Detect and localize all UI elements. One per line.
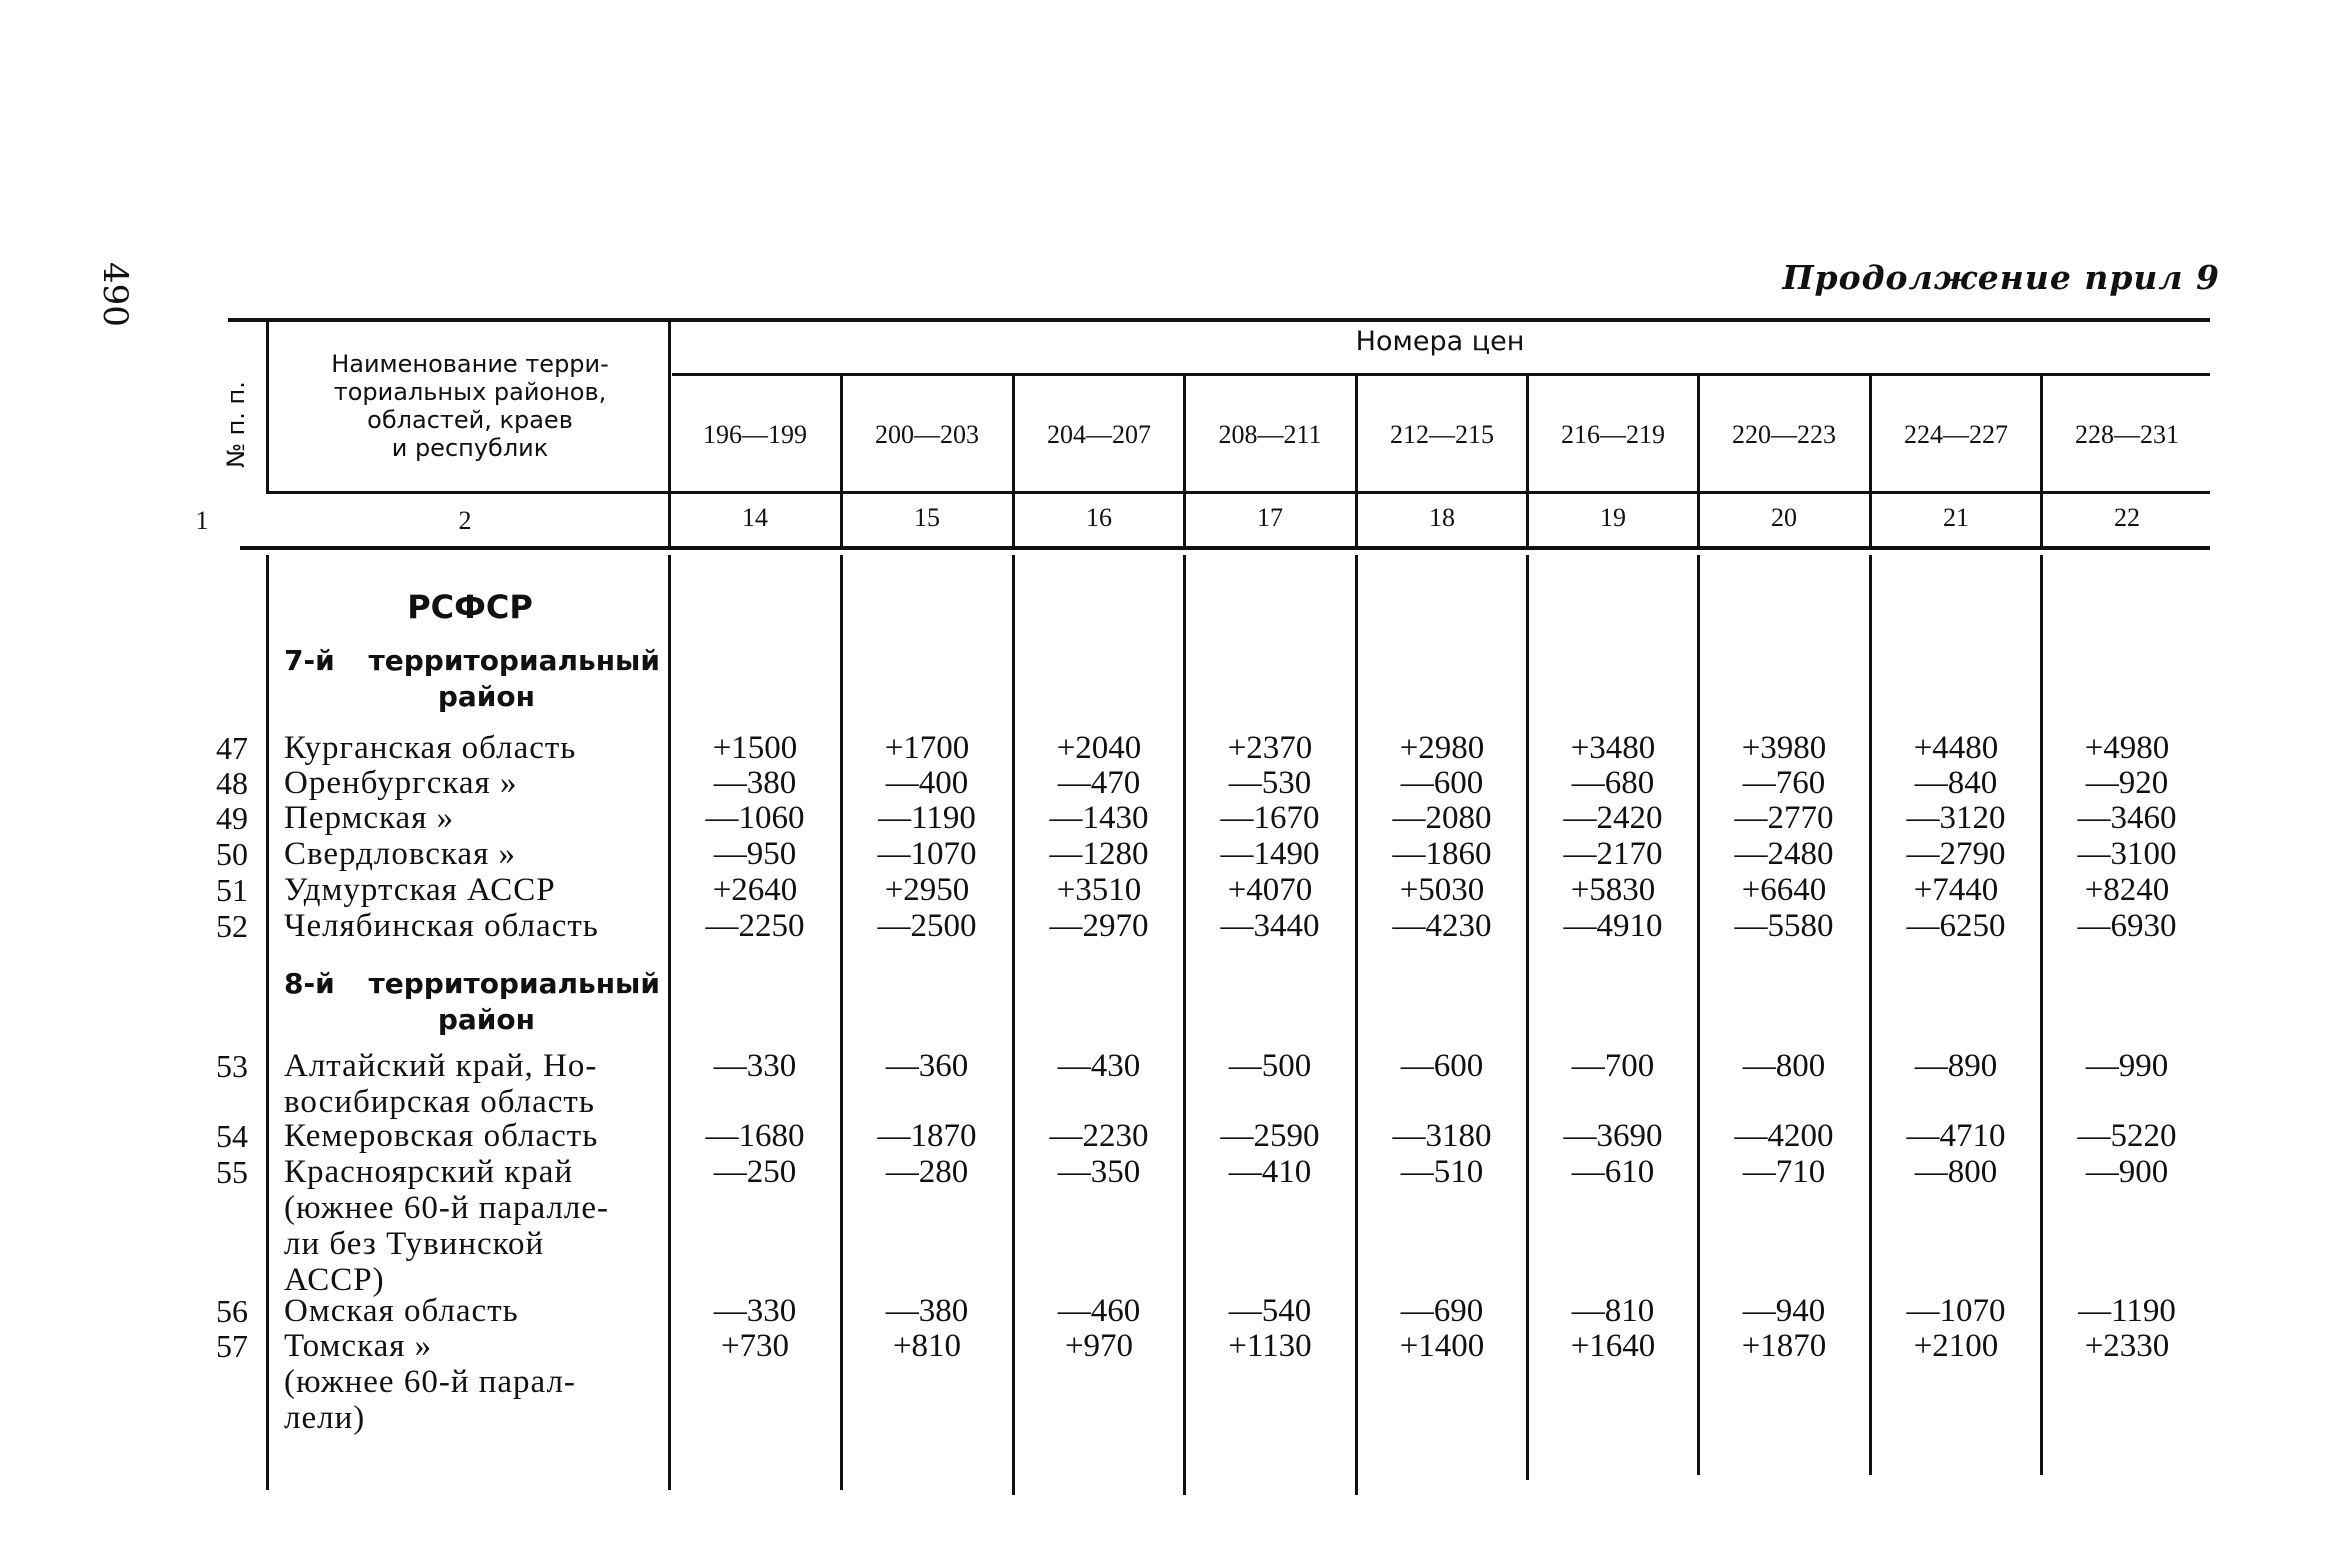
page-number: 490 bbox=[95, 262, 135, 327]
region-name bbox=[284, 1154, 656, 1298]
price-value: —2080 bbox=[1392, 800, 1492, 836]
region-name bbox=[284, 765, 656, 801]
column-number: 18 bbox=[1429, 503, 1455, 532]
price-value: —2770 bbox=[1734, 800, 1834, 836]
price-value: +2950 bbox=[884, 872, 970, 908]
region-name-line: ли без Тувинской bbox=[284, 1226, 545, 1262]
price-value: —890 bbox=[1914, 1048, 1998, 1084]
row-number: 57 bbox=[216, 1328, 248, 1364]
price-value: —3120 bbox=[1906, 800, 2006, 836]
price-value: —380 bbox=[885, 1293, 969, 1329]
row-number: 55 bbox=[216, 1154, 248, 1190]
region-name-line: Омская область bbox=[284, 1293, 519, 1329]
price-value: —3690 bbox=[1563, 1118, 1663, 1154]
price-value: —350 bbox=[1057, 1154, 1141, 1190]
price-value: —410 bbox=[1228, 1154, 1312, 1190]
range-label: 208—211 bbox=[1218, 420, 1322, 449]
column-number: 21 bbox=[1943, 503, 1969, 532]
range-label: 228—231 bbox=[2075, 420, 2179, 449]
price-value: —600 bbox=[1400, 1048, 1484, 1084]
region-name bbox=[284, 1048, 656, 1120]
price-value: —4200 bbox=[1734, 1118, 1834, 1154]
price-value: —800 bbox=[1742, 1048, 1826, 1084]
price-value: +2640 bbox=[712, 872, 798, 908]
region-name-line: Пермская » bbox=[284, 800, 455, 836]
price-value: —2590 bbox=[1220, 1118, 1320, 1154]
region-name bbox=[284, 1328, 656, 1436]
column-number: 1 bbox=[195, 506, 209, 535]
price-value: +4480 bbox=[1913, 730, 1999, 766]
price-value: —840 bbox=[1914, 765, 1998, 801]
region-name-line: Алтайский край, Но- bbox=[284, 1048, 598, 1084]
row-number: 49 bbox=[216, 800, 248, 836]
price-value: —610 bbox=[1571, 1154, 1655, 1190]
price-value: —330 bbox=[713, 1048, 797, 1084]
price-value: +4070 bbox=[1227, 872, 1313, 908]
price-value: —540 bbox=[1228, 1293, 1312, 1329]
price-value: —920 bbox=[2085, 765, 2169, 801]
price-value: —400 bbox=[885, 765, 969, 801]
price-value: +8240 bbox=[2084, 872, 2170, 908]
region-name bbox=[284, 800, 656, 836]
price-value: —1070 bbox=[877, 836, 977, 872]
region-name bbox=[284, 836, 656, 872]
range-label: 216—219 bbox=[1561, 420, 1665, 449]
region-name-line: (южнее 60-й паралле- bbox=[284, 1190, 610, 1226]
price-value: +970 bbox=[1064, 1328, 1134, 1364]
header-number-label: № п. п. bbox=[222, 381, 250, 468]
price-value: —3180 bbox=[1392, 1118, 1492, 1154]
continuation-caption: Продолжение прил 9 bbox=[1782, 258, 2220, 297]
range-label: 204—207 bbox=[1047, 420, 1151, 449]
price-value: —430 bbox=[1057, 1048, 1141, 1084]
price-value: —1860 bbox=[1392, 836, 1492, 872]
range-label: 200—203 bbox=[875, 420, 979, 449]
region-name bbox=[284, 1293, 656, 1329]
column-number: 14 bbox=[742, 503, 768, 532]
price-value: —1190 bbox=[878, 800, 976, 836]
row-number: 56 bbox=[216, 1293, 248, 1329]
region-name-line: АССР) bbox=[284, 1262, 385, 1298]
row-number: 47 bbox=[216, 730, 248, 766]
price-value: —4230 bbox=[1392, 908, 1492, 944]
price-value: —5220 bbox=[2077, 1118, 2177, 1154]
price-value: —2480 bbox=[1734, 836, 1834, 872]
price-value: +5830 bbox=[1570, 872, 1656, 908]
price-value: —2170 bbox=[1563, 836, 1663, 872]
column-number: 15 bbox=[914, 503, 940, 532]
row-number: 50 bbox=[216, 836, 248, 872]
price-value: +2370 bbox=[1227, 730, 1313, 766]
header-prices-label: Номера цен bbox=[1355, 326, 1525, 357]
range-label: 224—227 bbox=[1904, 420, 2008, 449]
price-value: —2230 bbox=[1049, 1118, 1149, 1154]
price-value: —510 bbox=[1400, 1154, 1484, 1190]
price-value: +730 bbox=[720, 1328, 790, 1364]
price-value: +3480 bbox=[1570, 730, 1656, 766]
region-name-line: Курганская область bbox=[284, 730, 577, 766]
price-value: —700 bbox=[1571, 1048, 1655, 1084]
column-number: 19 bbox=[1600, 503, 1626, 532]
region-name-line: лели) bbox=[284, 1400, 366, 1436]
price-value: +4980 bbox=[2084, 730, 2170, 766]
row-number: 54 bbox=[216, 1118, 248, 1154]
row-number: 53 bbox=[216, 1048, 248, 1084]
price-value: —800 bbox=[1914, 1154, 1998, 1190]
price-value: +2980 bbox=[1399, 730, 1485, 766]
region-name-line: Оренбургская » bbox=[284, 765, 518, 801]
column-number: 16 bbox=[1086, 503, 1112, 532]
price-value: +810 bbox=[892, 1328, 962, 1364]
price-value: +3980 bbox=[1741, 730, 1827, 766]
price-value: —6250 bbox=[1906, 908, 2006, 944]
price-value: —380 bbox=[713, 765, 797, 801]
column-number: 22 bbox=[2114, 503, 2140, 532]
row-number: 51 bbox=[216, 872, 248, 908]
price-value: —1190 bbox=[2078, 1293, 2176, 1329]
price-value: —1070 bbox=[1906, 1293, 2006, 1329]
price-value: —1870 bbox=[877, 1118, 977, 1154]
price-value: —810 bbox=[1571, 1293, 1655, 1329]
price-value: +3510 bbox=[1056, 872, 1142, 908]
price-value: —3460 bbox=[2077, 800, 2177, 836]
price-value: —1680 bbox=[705, 1118, 805, 1154]
price-value: +2100 bbox=[1913, 1328, 1999, 1364]
region-name bbox=[284, 1118, 656, 1154]
price-value: —2250 bbox=[705, 908, 805, 944]
row-number: 52 bbox=[216, 908, 248, 944]
price-value: —940 bbox=[1742, 1293, 1826, 1329]
price-value: —280 bbox=[885, 1154, 969, 1190]
price-value: +2330 bbox=[2084, 1328, 2170, 1364]
region-name-line: (южнее 60-й парал- bbox=[284, 1364, 576, 1400]
region-name-line: Кемеровская область bbox=[284, 1118, 599, 1154]
region-name-line: Челябинская область bbox=[284, 908, 599, 944]
range-label: 220—223 bbox=[1732, 420, 1836, 449]
price-value: +6640 bbox=[1741, 872, 1827, 908]
price-value: —4910 bbox=[1563, 908, 1663, 944]
price-value: —760 bbox=[1742, 765, 1826, 801]
header-name-label: Наименование терри- ториальных районов, областей, краев и республик bbox=[331, 350, 609, 462]
region-name bbox=[284, 730, 656, 766]
price-value: —470 bbox=[1057, 765, 1141, 801]
price-value: —600 bbox=[1400, 765, 1484, 801]
price-value: —2420 bbox=[1563, 800, 1663, 836]
price-value: —3440 bbox=[1220, 908, 1320, 944]
price-value: —690 bbox=[1400, 1293, 1484, 1329]
column-number: 17 bbox=[1257, 503, 1283, 532]
region-name-line: восибирская область bbox=[284, 1084, 595, 1120]
price-value: +1400 bbox=[1399, 1328, 1485, 1364]
price-value: —2500 bbox=[877, 908, 977, 944]
price-value: —500 bbox=[1228, 1048, 1312, 1084]
price-value: —900 bbox=[2085, 1154, 2169, 1190]
price-value: —6930 bbox=[2077, 908, 2177, 944]
range-label: 212—215 bbox=[1390, 420, 1494, 449]
price-value: +1640 bbox=[1570, 1328, 1656, 1364]
district-7-heading: 7-й территориальный район bbox=[284, 644, 660, 713]
price-value: —1280 bbox=[1049, 836, 1149, 872]
row-number: 48 bbox=[216, 765, 248, 801]
price-value: —1670 bbox=[1220, 800, 1320, 836]
region-name-line: Красноярский край bbox=[284, 1154, 574, 1190]
price-value: —460 bbox=[1057, 1293, 1141, 1329]
republic-title: РСФСР bbox=[407, 588, 533, 626]
column-number: 20 bbox=[1771, 503, 1797, 532]
price-value: —710 bbox=[1742, 1154, 1826, 1190]
price-value: —1490 bbox=[1220, 836, 1320, 872]
price-value: +5030 bbox=[1399, 872, 1485, 908]
price-value: —1430 bbox=[1049, 800, 1149, 836]
region-name-line: Свердловская » bbox=[284, 836, 517, 872]
price-value: —950 bbox=[713, 836, 797, 872]
region-name-line: Удмуртская АССР bbox=[284, 872, 556, 908]
column-number: 2 bbox=[458, 506, 472, 535]
price-value: —3100 bbox=[2077, 836, 2177, 872]
price-value: +2040 bbox=[1056, 730, 1142, 766]
price-value: +1130 bbox=[1228, 1328, 1312, 1364]
region-name bbox=[284, 908, 656, 944]
price-value: —330 bbox=[713, 1293, 797, 1329]
price-value: —1060 bbox=[705, 800, 805, 836]
price-value: —530 bbox=[1228, 765, 1312, 801]
region-name-line: Томская » bbox=[284, 1328, 433, 1364]
price-value: +7440 bbox=[1913, 872, 1999, 908]
price-value: —2970 bbox=[1049, 908, 1149, 944]
price-value: —2790 bbox=[1906, 836, 2006, 872]
price-value: +1870 bbox=[1741, 1328, 1827, 1364]
price-value: —990 bbox=[2085, 1048, 2169, 1084]
price-value: —680 bbox=[1571, 765, 1655, 801]
price-value: —4710 bbox=[1906, 1118, 2006, 1154]
region-name bbox=[284, 872, 656, 908]
range-label: 196—199 bbox=[703, 420, 807, 449]
price-value: +1700 bbox=[884, 730, 970, 766]
price-value: —5580 bbox=[1734, 908, 1834, 944]
price-value: +1500 bbox=[712, 730, 798, 766]
district-8-heading: 8-й территориальный район bbox=[284, 967, 660, 1036]
price-value: —360 bbox=[885, 1048, 969, 1084]
price-value: —250 bbox=[713, 1154, 797, 1190]
